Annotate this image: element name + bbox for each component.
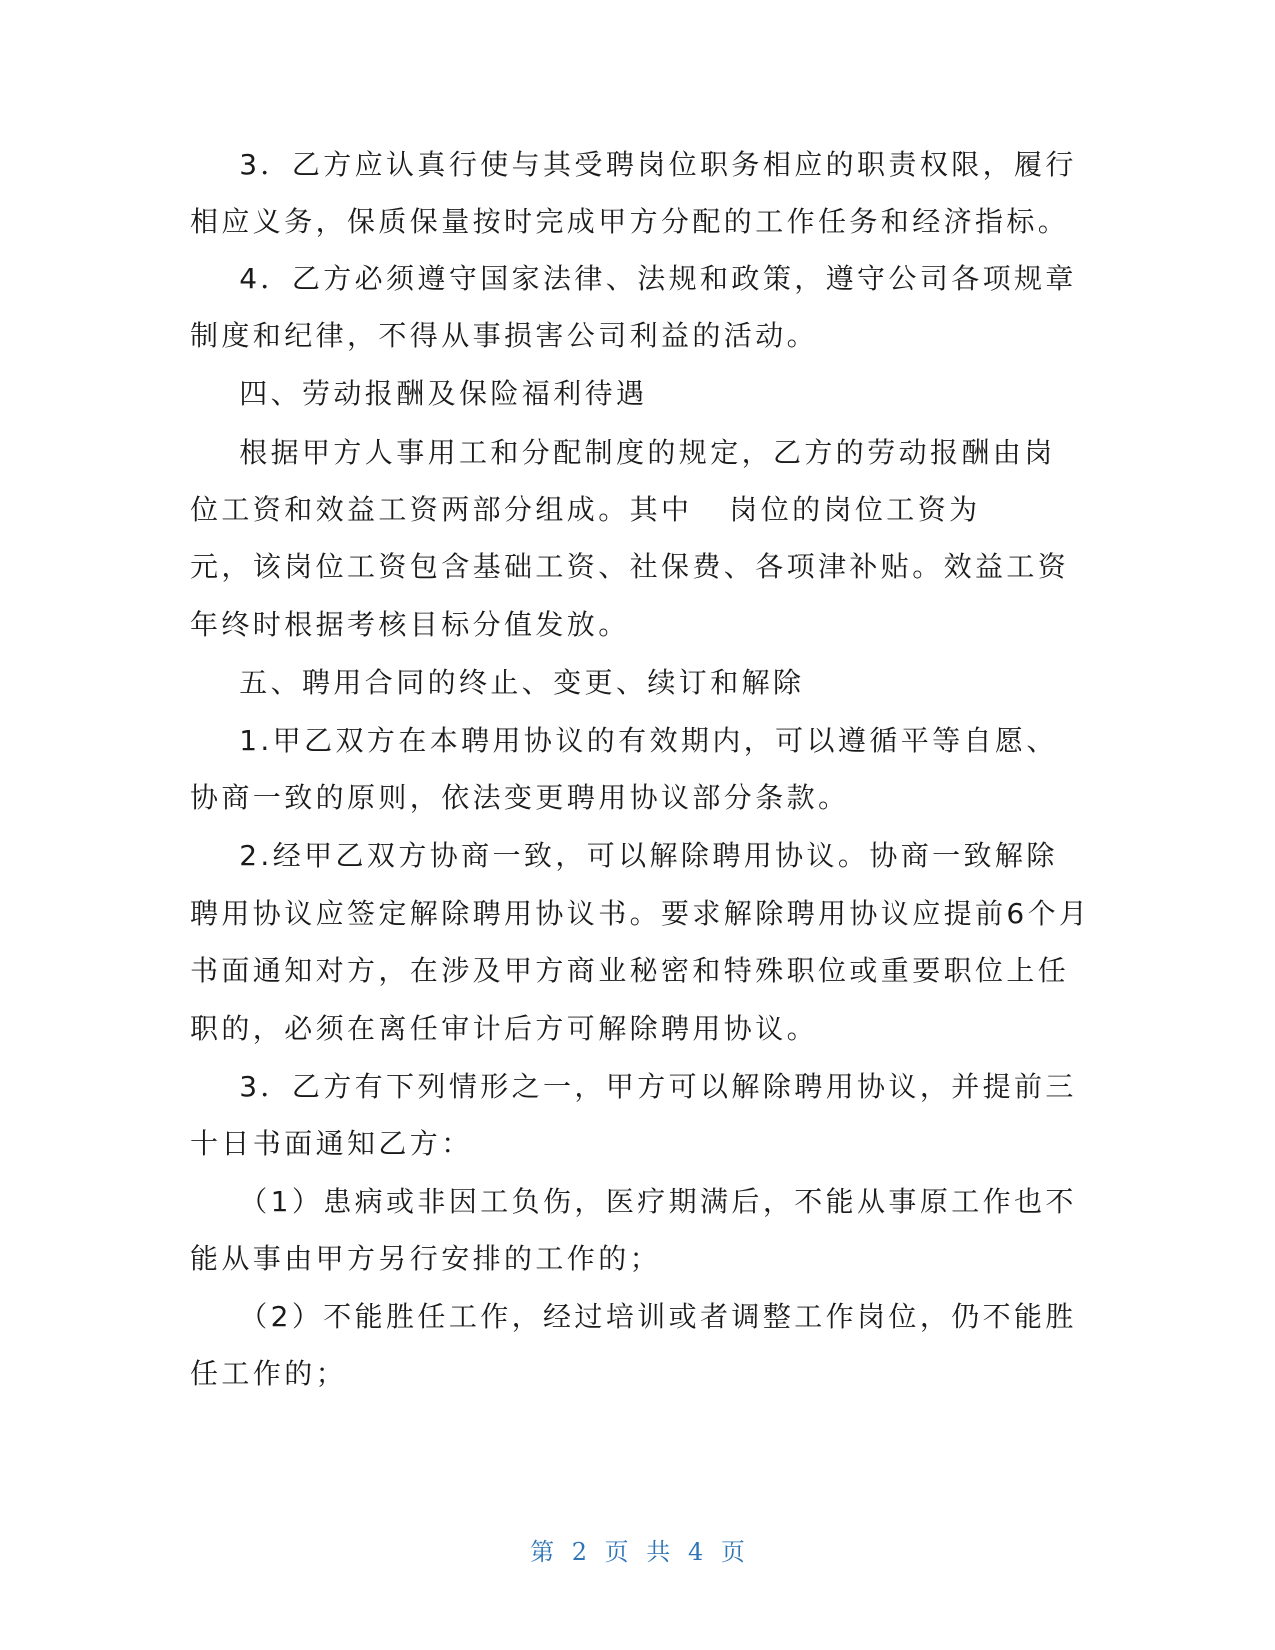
section-heading: 四、劳动报酬及保险福利待遇 (190, 377, 648, 410)
text-line: 制度和纪律，不得从事损害公司利益的活动。 (190, 319, 819, 352)
text-line: 协商一致的原则，依法变更聘用协议部分条款。 (190, 781, 850, 814)
text-line: 能从事由甲方另行安排的工作的； (190, 1242, 662, 1275)
section-heading: 五、聘用合同的终止、变更、续订和解除 (190, 666, 805, 699)
text-line: 3．乙方有下列情形之一，甲方可以解除聘用协议，并提前三 (190, 1070, 1077, 1103)
text-line: 1.甲乙双方在本聘用协议的有效期内，可以遵循平等自愿、 (190, 724, 1058, 757)
text-line: 根据甲方人事用工和分配制度的规定，乙方的劳动报酬由岗 (190, 436, 1056, 469)
text-line: 任工作的； (190, 1357, 348, 1390)
text-line: 2.经甲乙双方协商一致，可以解除聘用协议。协商一致解除 (190, 839, 1058, 872)
text-line: 书面通知对方，在涉及甲方商业秘密和特殊职位或重要职位上任 (190, 954, 1070, 987)
text-line: 聘用协议应签定解除聘用协议书。要求解除聘用协议应提前6个月 (190, 897, 1091, 930)
page-number-footer: 第 2 页 共 4 页 (530, 1538, 745, 1566)
text-line: 十日书面通知乙方： (190, 1127, 473, 1160)
text-line: 年终时根据考核目标分值发放。 (190, 608, 630, 641)
text-line: （1）患病或非因工负伤，医疗期满后，不能从事原工作也不 (190, 1185, 1077, 1218)
text-line: 相应义务，保质保量按时完成甲方分配的工作任务和经济指标。 (190, 205, 1070, 238)
text-line: 位工资和效益工资两部分组成。其中 岗位的岗位工资为 (190, 493, 981, 526)
text-line: 3．乙方应认真行使与其受聘岗位职务相应的职责权限，履行 (190, 148, 1077, 181)
text-line: 元，该岗位工资包含基础工资、社保费、各项津补贴。效益工资 (190, 550, 1070, 583)
text-line: （2）不能胜任工作，经过培训或者调整工作岗位，仍不能胜 (190, 1300, 1077, 1333)
text-line: 4．乙方必须遵守国家法律、法规和政策，遵守公司各项规章 (190, 262, 1077, 295)
text-line: 职的，必须在离任审计后方可解除聘用协议。 (190, 1012, 819, 1045)
